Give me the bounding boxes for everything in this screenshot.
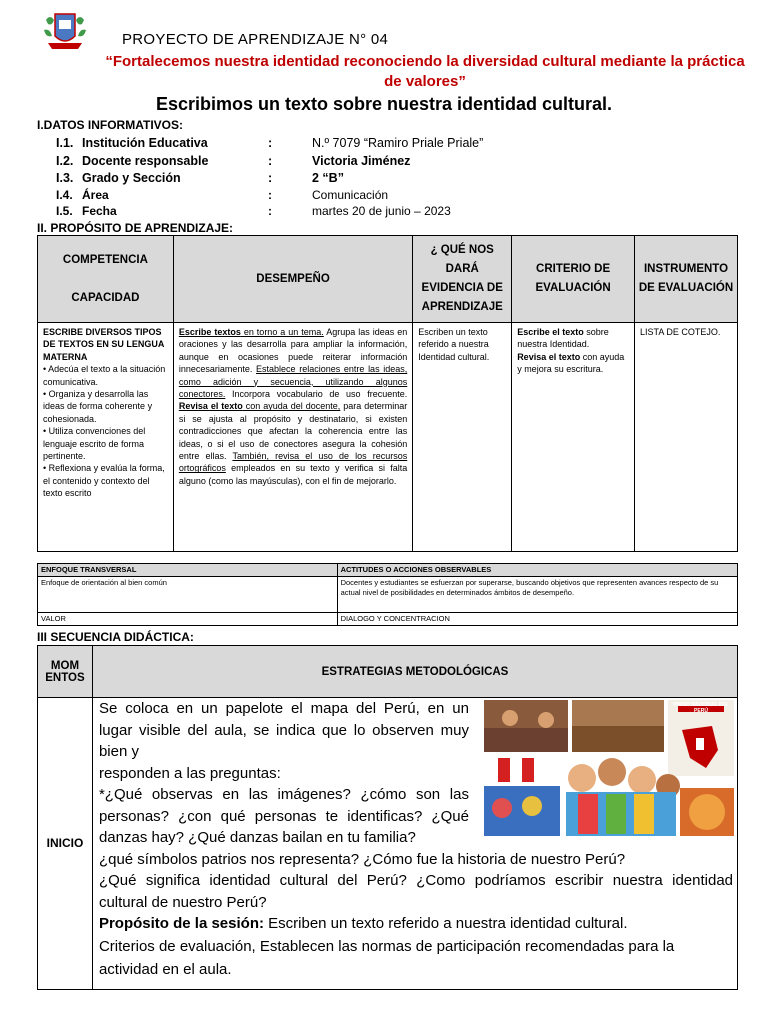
info-colon: :: [268, 204, 272, 218]
header-estrategias: ESTRATEGIAS METODOLÓGICAS: [92, 646, 737, 698]
valor-value: DIALOGO Y CONCENTRACION: [337, 613, 737, 626]
info-colon: :: [268, 188, 272, 202]
header-instrumento: INSTRUMENTO DE EVALUACIÓN: [635, 236, 738, 323]
info-num: I.2.: [56, 154, 74, 168]
info-label: Institución Educativa: [82, 136, 208, 150]
section-1-heading: I.DATOS INFORMATIVOS:: [37, 118, 183, 132]
info-label: Fecha: [82, 204, 117, 218]
evaluation-criteria: Criterios de evaluación, Establecen las normas de participación recomendadas para la actividad en el aula.: [98, 937, 675, 978]
info-num: I.5.: [56, 204, 73, 218]
project-title: “Fortalecemos nuestra identidad reconociendo la diversidad cultural mediante la práctica de valores”: [105, 53, 745, 90]
info-label: Área: [82, 188, 109, 202]
moment-inicio: INICIO: [38, 698, 93, 990]
peru-identity-collage: [482, 698, 736, 838]
info-value: 2 “B”: [312, 171, 344, 185]
strategy-questions-3: ¿Qué significa identidad cultural del Perú? ¿Como podríamos escribir nuestra identidad cultural de nuestro Perú?: [98, 872, 733, 911]
header-desempeno: DESEMPEÑO: [173, 236, 412, 323]
info-row-teacher: [56, 154, 612, 168]
capacidad-item: • Reflexiona y evalúa la forma, el contenido y contexto del texto escrito: [43, 463, 165, 499]
header-criterio: CRITERIO DE EVALUACIÓN: [512, 236, 635, 323]
section-3-heading: III SECUENCIA DIDÁCTICA:: [37, 630, 194, 644]
learning-purpose-table: [37, 235, 738, 552]
info-num: I.3.: [56, 171, 74, 185]
enfoque-value: Enfoque de orientación al bien común: [38, 577, 338, 613]
competencia-text: ESCRIBE DIVERSOS TIPOS DE TEXTOS EN SU LENGUA MATERNA: [43, 327, 165, 362]
valor-label: VALOR: [38, 613, 338, 626]
actitudes-value: Docentes y estudiantes se esfuerzan por superarse, buscando objetivos que representen avances respecto de su actual nivel de posibilidades en determinados ámbitos de desempeño.: [337, 577, 737, 613]
strategy-questions-2: ¿qué símbolos patrios nos representa? ¿Cómo fue la historia de nuestro Perú?: [98, 850, 626, 868]
collage-caption: HIMNO NACIONAL DEL PERÚ: [673, 702, 729, 714]
capacidad-item: • Utiliza convenciones del lenguaje escrito de forma pertinente.: [43, 426, 146, 462]
desempeno-cell: Escribe textos en torno a un tema. Agrupa las ideas en oraciones y las desarrolla para ampliar la información, aunque en ocasiones puede reiterar información innecesariamente. Establece relaciones entre las ideas, como adición y secuencia, utilizando algunos conectores. Incorpora vocabulario de uso frecuente. Revisa el texto con ayuda del docente, para determinar si se ajusta al propósito y destinatario, si existen contradicciones que afectan la coherencia entre las ideas, o si el uso de conectores asegura la cohesión entre ellas. También, revisa el uso de los recursos ortográficos empleados en su texto y verifica si falta alguno (como las mayúsculas), con el fin de mejorarlo.: [173, 323, 412, 552]
info-value: Comunicación: [312, 188, 389, 202]
header-evidencia: ¿ QUÉ NOS DARÁ EVIDENCIA DE APRENDIZAJE: [413, 236, 512, 323]
info-row-area: [56, 188, 612, 202]
info-row-institution: [56, 136, 612, 150]
strategy-instruction: responden a las preguntas:: [98, 764, 281, 782]
info-value: martes 20 de junio – 2023: [312, 204, 451, 218]
section-2-heading: II. PROPÓSITO DE APRENDIZAJE:: [37, 221, 234, 235]
info-num: I.4.: [56, 188, 73, 202]
project-number: PROYECTO DE APRENDIZAJE N° 04: [122, 31, 389, 48]
header-competencia: COMPETENCIA CAPACIDAD: [38, 236, 174, 323]
info-colon: :: [268, 136, 273, 150]
info-row-grade: [56, 171, 612, 185]
actitudes-header: ACTITUDES O ACCIONES OBSERVABLES: [337, 564, 737, 577]
header-momentos: MOM ENTOS: [38, 646, 93, 698]
info-label: Grado y Sección: [82, 171, 181, 185]
criterio-cell: Escribe el texto sobre nuestra Identidad. Revisa el texto con ayuda y mejora su escritura.: [512, 323, 635, 552]
info-label: Docente responsable: [82, 154, 209, 168]
info-colon: :: [268, 154, 273, 168]
info-colon: :: [268, 171, 273, 185]
info-value: Victoria Jiménez: [312, 154, 411, 168]
strategy-questions: *¿Qué observas en las imágenes? ¿cómo son las personas? ¿con qué personas te identificas? ¿Qué danzas hay? ¿Qué danzas bailan en tu familia?: [98, 786, 469, 846]
evidencia-cell: Escriben un texto referido a nuestra Identidad cultural.: [413, 323, 512, 552]
info-value: N.º 7079 “Ramiro Priale Priale”: [312, 136, 484, 150]
capacidad-item: • Organiza y desarrolla las ideas de forma coherente y cohesionada.: [43, 389, 153, 424]
instrumento-cell: LISTA DE COTEJO.: [635, 323, 738, 552]
capacidad-item: • Adecúa el texto a la situación comunicativa.: [43, 364, 166, 387]
school-logo: [40, 10, 90, 54]
session-title: Escribimos un texto sobre nuestra identidad cultural.: [155, 94, 613, 114]
info-num: I.1.: [56, 136, 74, 150]
strategy-intro: Se coloca en un papelote el mapa del Perú, en un lugar visible del aula, se indica que lo observen muy bien y: [98, 700, 469, 760]
enfoque-table: [37, 563, 738, 626]
info-row-date: [56, 204, 612, 218]
enfoque-header: ENFOQUE TRANSVERSAL: [38, 564, 338, 577]
competencia-cell: [38, 323, 174, 552]
session-purpose: Propósito de la sesión: Escriben un texto referido a nuestra identidad cultural.: [98, 915, 628, 932]
